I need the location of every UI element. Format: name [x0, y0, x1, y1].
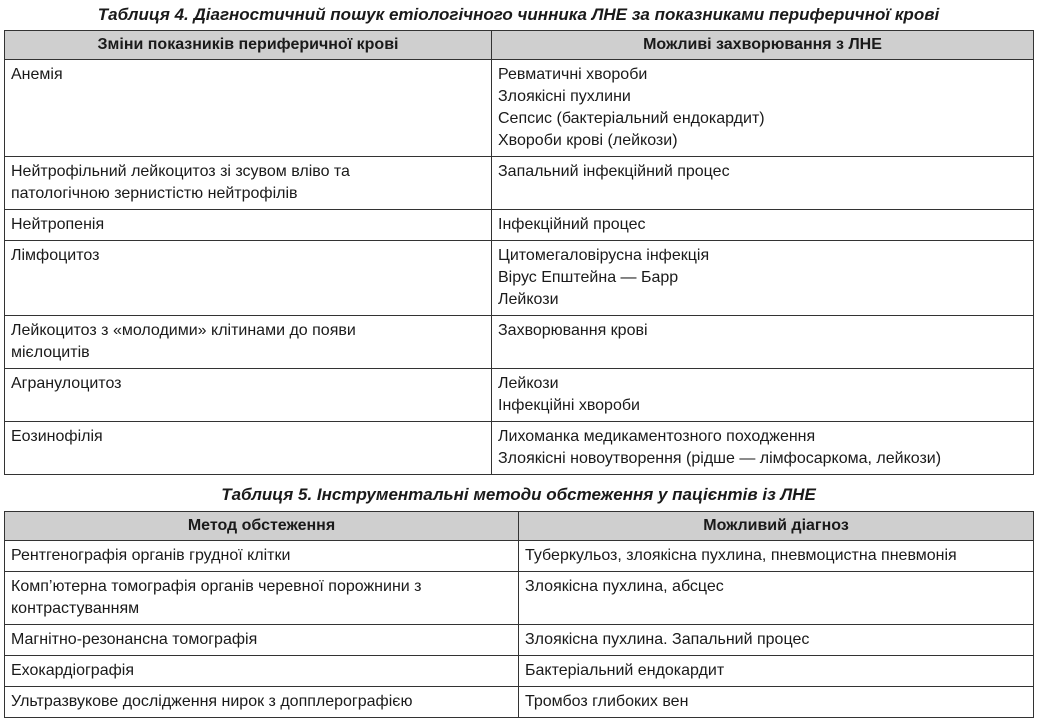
table5 [4, 511, 1034, 718]
cell-line: Тромбоз глибоких вен [525, 693, 689, 710]
cell-line: Агранулоцитоз [11, 375, 122, 392]
table-row [5, 316, 1034, 369]
table-cell-left [5, 210, 492, 241]
cell-line: мієлоцитів [11, 344, 90, 361]
table4-header-diseases: Можливі захворювання з ЛНЕ [492, 31, 1034, 60]
cell-line: Бактеріальний ендокардит [525, 662, 725, 679]
table-cell-left [5, 157, 492, 210]
table-cell-left [5, 316, 492, 369]
cell-line: Анемія [11, 66, 63, 83]
table-row [5, 422, 1034, 475]
table-cell-left [5, 656, 519, 687]
cell-line: Рентгенографія органів грудної клітки [11, 547, 291, 564]
table-cell-right [519, 572, 1034, 625]
cell-line: Цитомегаловірусна інфекція [498, 247, 710, 264]
table-cell-left [5, 541, 519, 572]
table-row [5, 572, 1034, 625]
table-cell-left [5, 241, 492, 316]
cell-line: Лейкоцитоз з «молодими» клітинами до появи [11, 322, 356, 339]
cell-line: Нейтропенія [11, 216, 105, 233]
cell-line: Лімфоцитоз [11, 247, 100, 264]
table-cell-left [5, 572, 519, 625]
table-cell-right [519, 687, 1034, 718]
cell-line: Сепсис (бактеріальний ендокардит) [498, 110, 765, 127]
table-cell-right [492, 316, 1034, 369]
table-cell-right [492, 422, 1034, 475]
cell-line: Злоякісна пухлина. Запальний процес [525, 631, 810, 648]
table-cell-right [492, 369, 1034, 422]
cell-line: патологічною зернистістю нейтрофілів [11, 185, 298, 202]
table-cell-left [5, 60, 492, 157]
cell-line: Лейкози [498, 375, 559, 392]
table-cell-right [492, 210, 1034, 241]
cell-line: Захворювання крові [498, 322, 648, 339]
cell-line: Ехокардіографія [11, 662, 134, 679]
table-cell-right [519, 656, 1034, 687]
cell-line: Ультразвукове дослідження нирок з допплерографією [11, 693, 413, 710]
cell-line: Злоякісна пухлина, абсцес [525, 578, 724, 595]
table5-header-diagnosis: Можливий діагноз [519, 512, 1034, 541]
cell-line: Хвороби крові (лейкози) [498, 132, 678, 149]
cell-line: Злоякісні новоутворення (рідше — лімфосаркома, лейкози) [498, 450, 942, 467]
table-row [5, 60, 1034, 157]
cell-line: Запальний інфекційний процес [498, 163, 730, 180]
table-cell-right [492, 241, 1034, 316]
cell-line: Комп’ютерна томографія органів черевної порожнини з [11, 578, 422, 595]
cell-line: Нейтрофільний лейкоцитоз зі зсувом вліво та [11, 163, 350, 180]
table-cell-right [492, 60, 1034, 157]
cell-line: Ревматичні хвороби [498, 66, 648, 83]
cell-line: Вірус Епштейна — Барр [498, 269, 679, 286]
cell-line: Лихоманка медикаментозного походження [498, 428, 816, 445]
table-cell-left [5, 625, 519, 656]
table-row [5, 369, 1034, 422]
table-cell-right [519, 625, 1034, 656]
cell-line: Інфекційний процес [498, 216, 646, 233]
cell-line: контрастуванням [11, 600, 140, 617]
table-cell-right [519, 541, 1034, 572]
cell-line: Еозинофілія [11, 428, 103, 445]
table-row [5, 541, 1034, 572]
table-row [5, 210, 1034, 241]
table-row [5, 241, 1034, 316]
table-row [5, 625, 1034, 656]
cell-line: Магнітно-резонансна томографія [11, 631, 258, 648]
table5-title: Таблиця 5. Інструментальні методи обстеження у пацієнтів із ЛНЕ [221, 485, 816, 504]
table5-header-row [5, 512, 1034, 541]
table-cell-left [5, 687, 519, 718]
table4-header-row [5, 31, 1034, 60]
table4-title: Таблиця 4. Діагностичний пошук етіологічного чинника ЛНЕ за показниками периферичної крові [97, 5, 940, 24]
table5-header-method: Метод обстеження [5, 512, 519, 541]
cell-line: Інфекційні хвороби [498, 397, 640, 414]
table-row [5, 656, 1034, 687]
table4-header-changes: Зміни показників периферичної крові [5, 31, 492, 60]
cell-line: Лейкози [498, 291, 559, 308]
table-cell-left [5, 369, 492, 422]
table-cell-left [5, 422, 492, 475]
table4 [4, 30, 1034, 475]
table-row [5, 687, 1034, 718]
table-cell-right [492, 157, 1034, 210]
table-row [5, 157, 1034, 210]
cell-line: Злоякісні пухлини [498, 88, 631, 105]
cell-line: Туберкульоз, злоякісна пухлина, пневмоцистна пневмонія [525, 547, 957, 564]
